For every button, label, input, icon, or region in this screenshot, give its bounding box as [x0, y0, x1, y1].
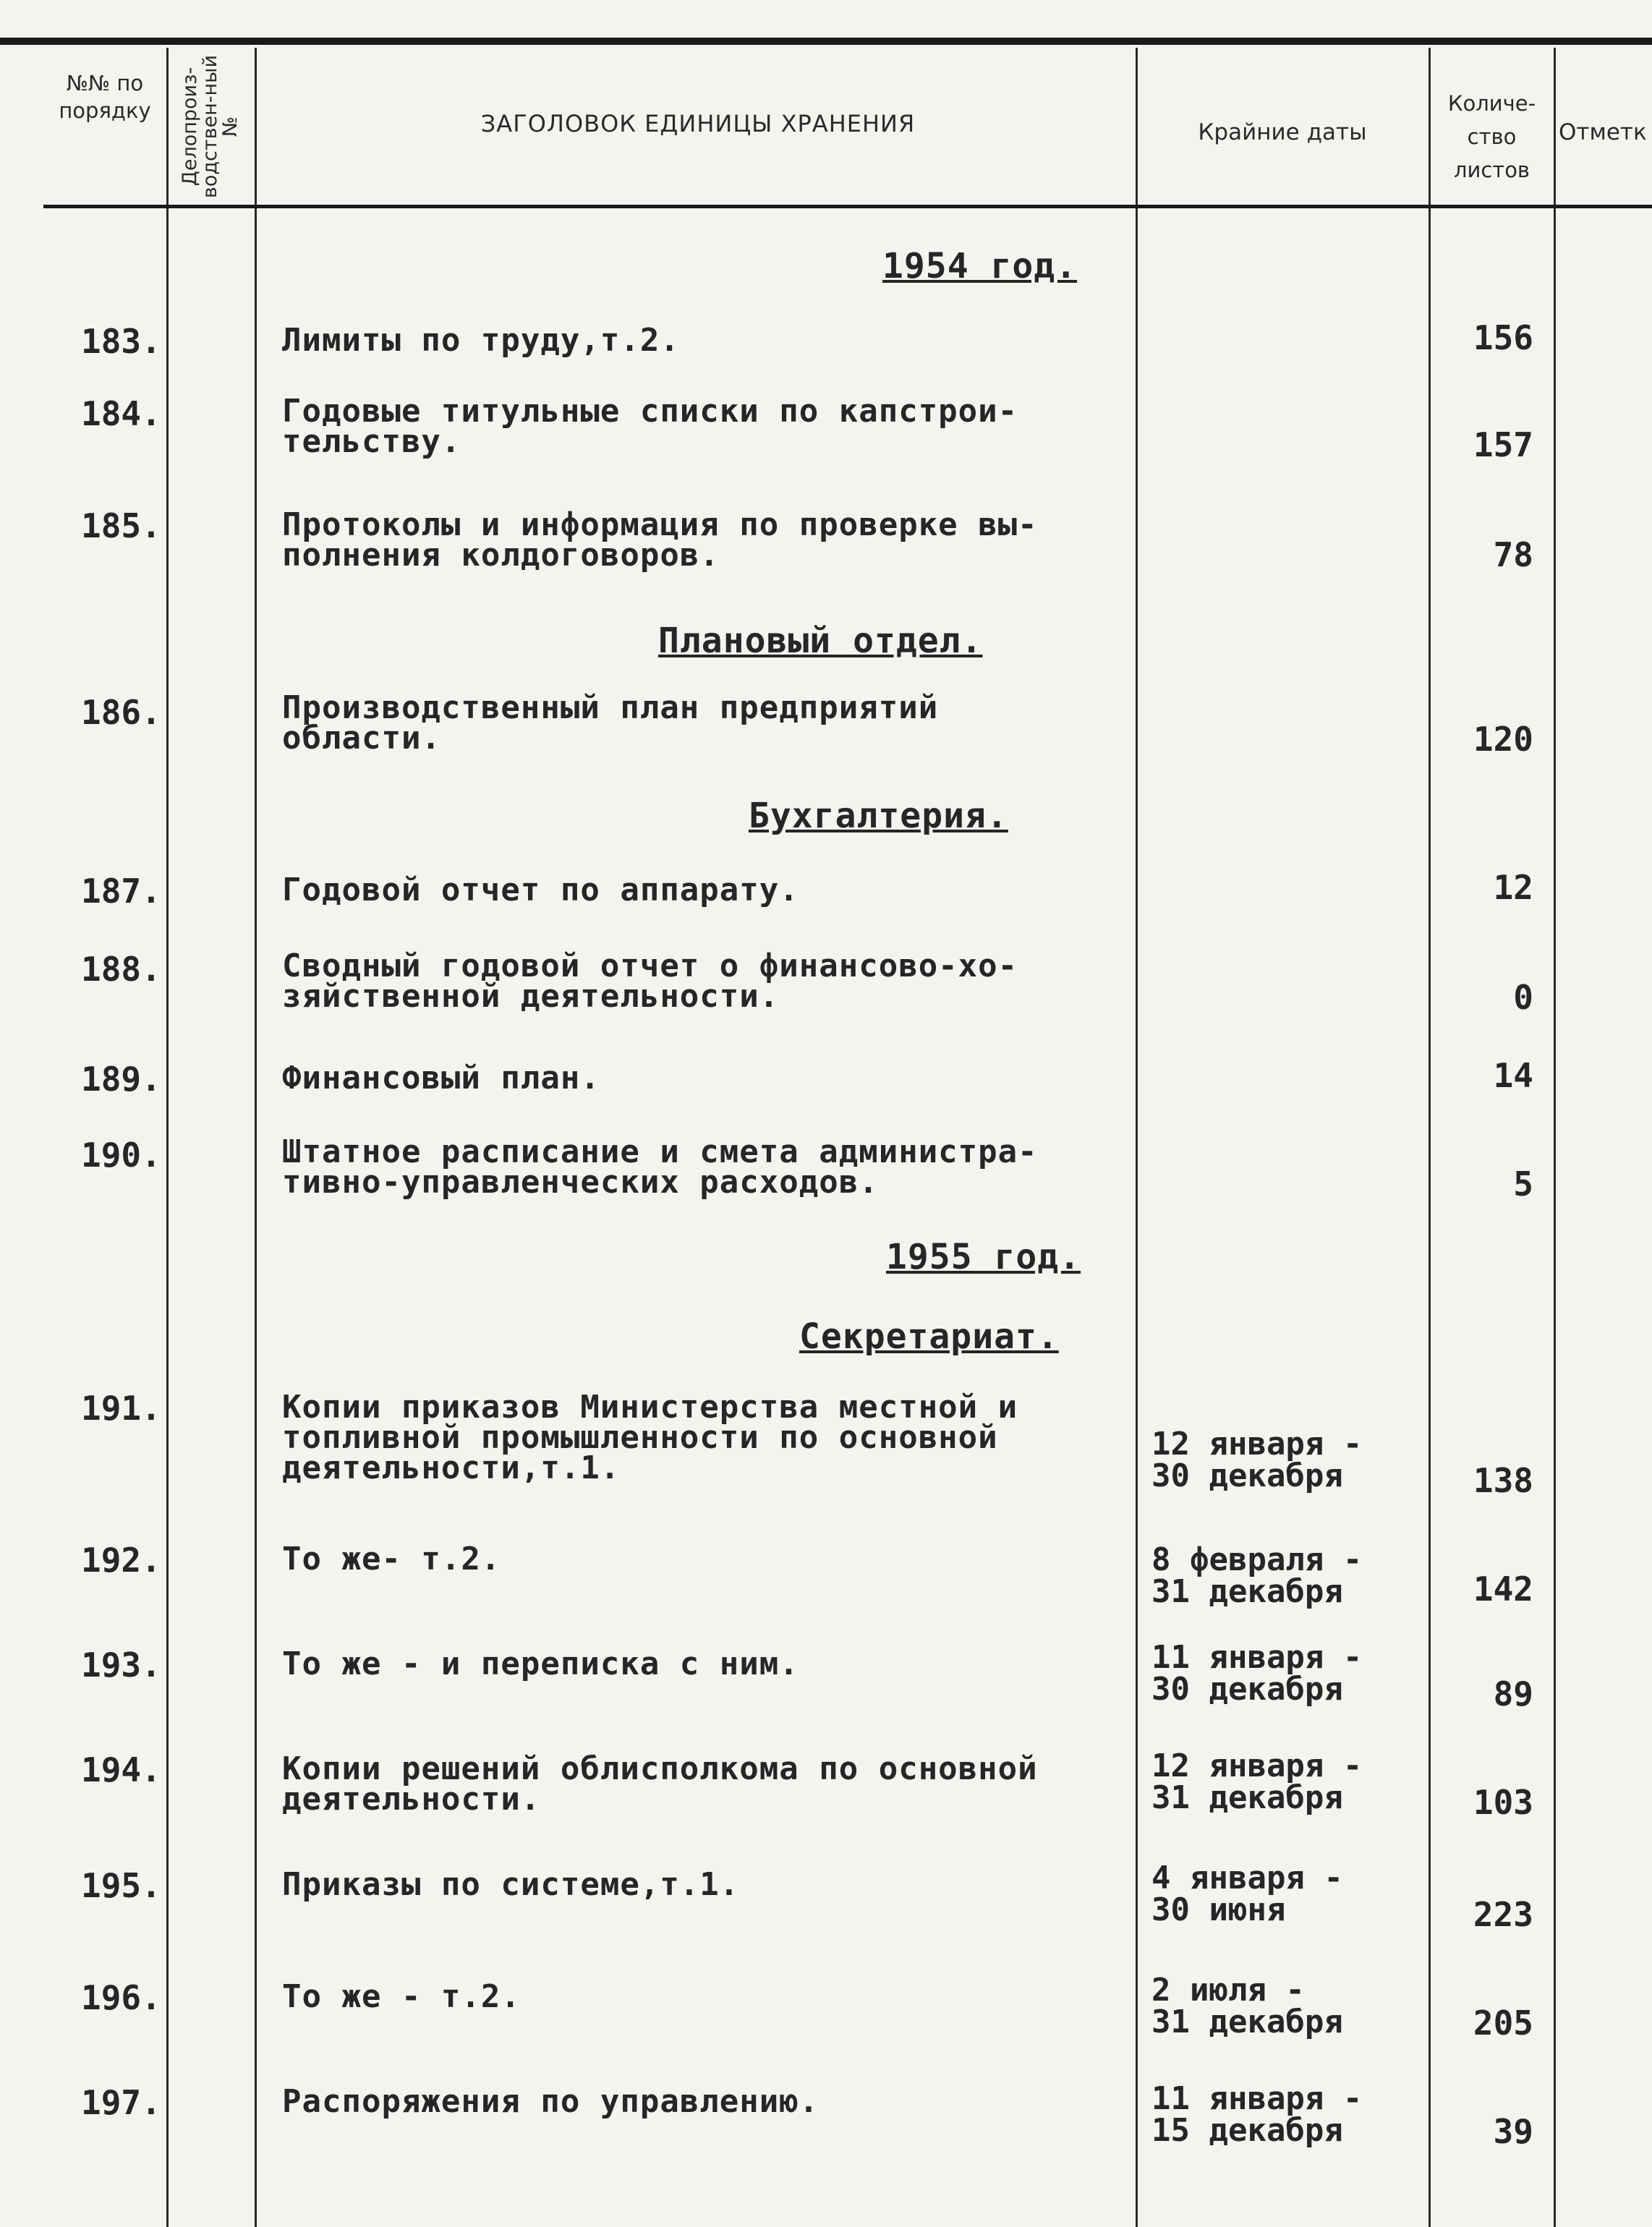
date-line: 31 декабря [1151, 1573, 1343, 1610]
header-delo-label: Делопроиз-водствен-ный № [179, 54, 242, 199]
row-title [282, 689, 1150, 757]
title-line: Штатное расписание и смета администра- [282, 1133, 1038, 1170]
section-heading-1954: 1954 год. [882, 246, 1078, 286]
row-sheets: 5 [1513, 1164, 1533, 1204]
title-line: топливной промышленности по основной [282, 1419, 998, 1456]
row-number: 190. [81, 1136, 161, 1175]
title-line: Копии приказов Министерства местной и [282, 1389, 1018, 1426]
row-title [282, 1541, 1150, 1577]
row-number: 184. [81, 394, 161, 433]
row-title [282, 1645, 1150, 1682]
header-delo-number [168, 51, 253, 203]
row-title [282, 1978, 1150, 2015]
date-line: 31 декабря [1151, 1779, 1343, 1816]
row-number: 187. [81, 872, 161, 911]
title-line: Сводный годовой отчет о финансово-хо- [282, 948, 1018, 984]
header-dates: Крайние даты [1198, 119, 1367, 145]
row-dates [1151, 2080, 1441, 2149]
row-sheets: 39 [1493, 2112, 1533, 2151]
column-divider [1554, 48, 1556, 2227]
row-title [282, 1866, 1150, 1903]
row-title [282, 1060, 1150, 1097]
row-sheets: 138 [1473, 1461, 1533, 1500]
row-sheets: 89 [1493, 1674, 1533, 1713]
top-rule [0, 38, 1652, 45]
header-rule [43, 205, 1652, 208]
row-dates [1151, 1428, 1441, 1492]
row-number: 186. [81, 693, 161, 732]
row-number: 195. [81, 1866, 161, 1905]
row-sheets: 78 [1493, 535, 1533, 574]
date-line: 30 декабря [1151, 1457, 1343, 1494]
row-sheets: 157 [1473, 425, 1533, 464]
row-title [282, 2083, 1150, 2120]
row-number: 192. [81, 1541, 161, 1580]
section-heading-1955: 1955 год. [886, 1237, 1081, 1277]
row-title [282, 872, 1150, 908]
date-line: 4 января - [1151, 1860, 1343, 1896]
row-dates [1151, 1862, 1441, 1926]
date-line: 8 февраля - [1151, 1541, 1363, 1578]
date-line: 11 января - [1151, 2080, 1363, 2117]
date-line: 12 января - [1151, 1747, 1363, 1784]
column-divider [255, 48, 257, 2227]
row-sheets: 205 [1473, 2004, 1533, 2043]
row-number: 196. [81, 1978, 161, 2017]
row-number: 188. [81, 950, 161, 989]
row-title [282, 322, 1150, 359]
title-line: тивно-управленческих расходов. [282, 1164, 879, 1201]
header-count: Количе-ство листов [1447, 91, 1536, 182]
row-dates [1151, 1639, 1441, 1708]
row-number: 183. [81, 322, 161, 361]
row-sheets: 0 [1513, 978, 1533, 1017]
title-line: Копии решений облисполкома по основной [282, 1750, 1038, 1787]
row-dates [1151, 1972, 1441, 2040]
title-line: То же - т.2. [282, 1978, 521, 2015]
header-title: ЗАГОЛОВОК ЕДИНИЦЫ ХРАНЕНИЯ [480, 110, 916, 137]
title-line: зяйственной деятельности. [282, 978, 780, 1015]
row-number: 194. [81, 1750, 161, 1789]
title-line: тельству. [282, 423, 461, 460]
date-line: 2 июля - [1151, 1972, 1305, 2009]
row-sheets: 142 [1473, 1570, 1533, 1609]
header-note: Отметк [1559, 119, 1647, 145]
section-heading-secretariat: Секретариат. [799, 1316, 1059, 1357]
row-sheets: 156 [1473, 318, 1533, 357]
title-line: Лимиты по труду,т.2. [282, 322, 680, 359]
date-line: 15 декабря [1151, 2112, 1343, 2149]
row-title [282, 506, 1150, 574]
section-heading-planning: Плановый отдел. [658, 621, 983, 661]
row-number: 185. [81, 506, 161, 545]
title-line: Распоряжения по управлению. [282, 2083, 819, 2120]
title-line: То же- т.2. [282, 1541, 501, 1577]
header-number: №№ по порядку [59, 71, 151, 123]
title-line: Приказы по системе,т.1. [282, 1866, 740, 1903]
title-line: То же - и переписка с ним. [282, 1645, 799, 1682]
title-line: деятельности. [282, 1781, 541, 1818]
row-sheets: 12 [1493, 868, 1533, 907]
date-line: 30 июня [1151, 1891, 1286, 1928]
row-title [282, 1750, 1150, 1818]
row-title [282, 1389, 1150, 1486]
row-sheets: 120 [1473, 720, 1533, 759]
date-line: 12 января - [1151, 1426, 1363, 1462]
row-number: 189. [81, 1060, 161, 1099]
row-title [282, 1133, 1150, 1201]
title-line: Протоколы и информация по проверке вы- [282, 506, 1038, 543]
row-number: 197. [81, 2083, 161, 2122]
row-title [282, 948, 1150, 1015]
row-dates [1151, 1541, 1441, 1610]
row-sheets: 14 [1493, 1056, 1533, 1095]
title-line: Годовые титульные списки по капстрои- [282, 393, 1018, 430]
row-dates [1151, 1747, 1441, 1816]
date-line: 31 декабря [1151, 2004, 1343, 2040]
row-number: 193. [81, 1645, 161, 1685]
row-sheets: 223 [1473, 1895, 1533, 1934]
row-number: 191. [81, 1389, 161, 1428]
title-line: области. [282, 720, 441, 757]
title-line: Производственный план предприятий [282, 689, 939, 726]
title-line: деятельности,т.1. [282, 1449, 621, 1486]
row-title [282, 393, 1150, 460]
title-line: полнения колдоговоров. [282, 537, 720, 574]
date-line: 11 января - [1151, 1639, 1363, 1676]
title-line: Годовой отчет по аппарату. [282, 872, 799, 908]
date-line: 30 декабря [1151, 1671, 1343, 1708]
title-line: Финансовый план. [282, 1060, 600, 1097]
row-sheets: 103 [1473, 1783, 1533, 1822]
section-heading-accounting: Бухгалтерия. [749, 796, 1008, 836]
